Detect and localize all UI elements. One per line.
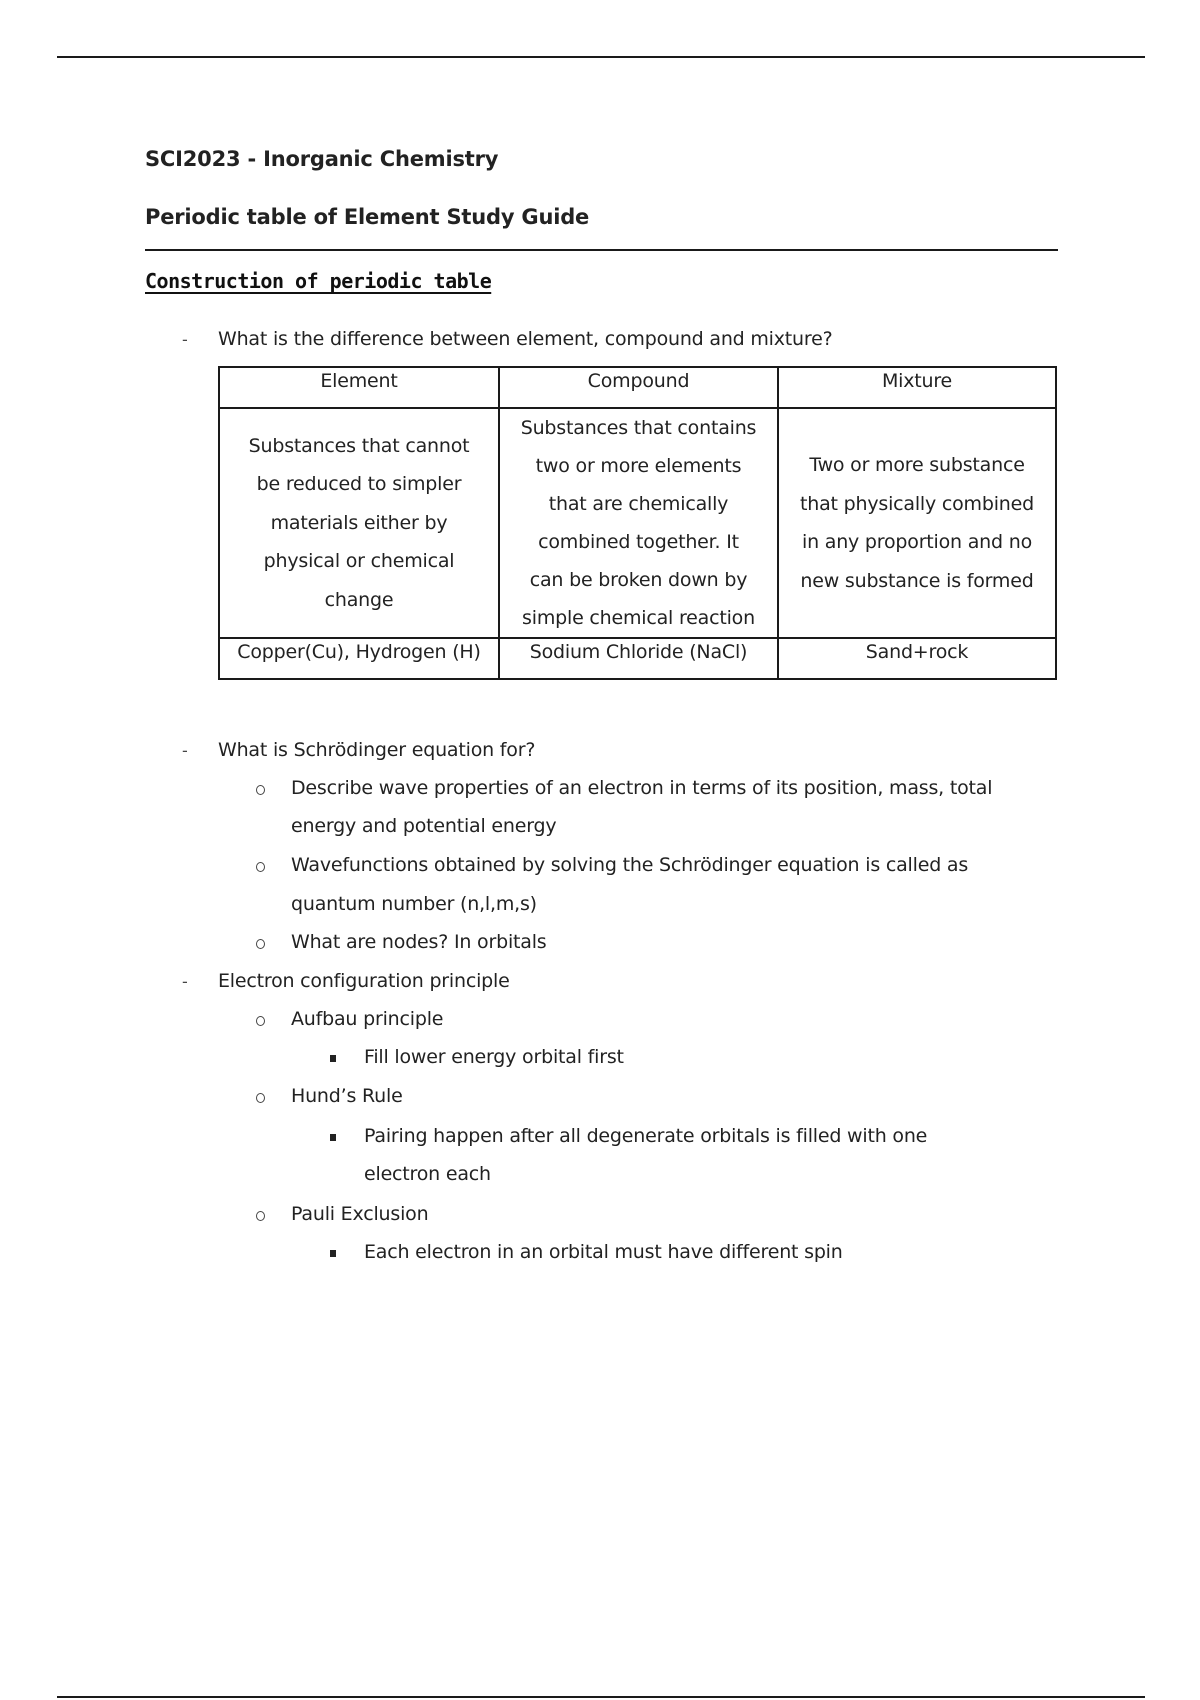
circle-bullet-icon: [256, 785, 265, 795]
dash-bullet: -: [182, 330, 188, 349]
cell-line: change: [324, 588, 394, 611]
cell-line: new substance is formed: [800, 569, 1034, 592]
table-header-row: [219, 367, 1056, 408]
page-top-rule: [57, 56, 1145, 58]
square-bullet-icon: [330, 1055, 336, 1062]
schrodinger-point-1-line-1: Describe wave properties of an electron in terms of its position, mass, total: [291, 777, 993, 799]
cell-line: materials either by: [270, 511, 448, 534]
cell-line: in any proportion and no: [802, 531, 1032, 553]
table-cell-compound-description: [499, 408, 778, 638]
table-header-cell: Compound: [499, 367, 778, 408]
table-cell-element-description: [219, 408, 499, 638]
table-row-examples: [219, 638, 1056, 679]
cell-line: physical or chemical: [263, 550, 455, 573]
schrodinger-point-3: What are nodes? In orbitals: [291, 931, 547, 953]
section-heading: Construction of periodic table: [145, 269, 492, 293]
dash-bullet: -: [182, 741, 188, 760]
cell-line: can be broken down by: [529, 569, 748, 591]
comparison-table: [218, 366, 1057, 680]
question-schrodinger: What is Schrödinger equation for?: [218, 739, 536, 761]
circle-bullet-icon: [256, 939, 265, 949]
cell-line: simple chemical reaction: [522, 607, 755, 629]
cell-line: combined together. It: [538, 531, 739, 553]
course-title: SCI2023 - Inorganic Chemistry: [145, 147, 499, 171]
principle-hund: Hund’s Rule: [291, 1085, 403, 1107]
table-cell-element-example: Copper(Cu), Hydrogen (H): [219, 638, 499, 679]
topic-electron-configuration: Electron configuration principle: [218, 970, 510, 992]
page-bottom-rule: [57, 1696, 1145, 1698]
square-bullet-icon: [330, 1134, 336, 1141]
table-row-description: [219, 408, 1056, 638]
table-cell-compound-example: Sodium Chloride (NaCl): [499, 638, 778, 679]
principle-pauli: Pauli Exclusion: [291, 1203, 429, 1225]
cell-line: that physically combined: [800, 492, 1034, 515]
table-header-cell: Mixture: [778, 367, 1056, 408]
cell-line: Two or more substance: [809, 454, 1025, 476]
square-bullet-icon: [330, 1250, 336, 1257]
circle-bullet-icon: [256, 1211, 265, 1221]
hund-detail-line-1: Pairing happen after all degenerate orbitals is filled with one: [364, 1125, 928, 1147]
document-title: Periodic table of Element Study Guide: [145, 205, 590, 229]
table-cell-mixture-example: Sand+rock: [778, 638, 1056, 679]
principle-aufbau: Aufbau principle: [291, 1008, 444, 1030]
circle-bullet-icon: [256, 1093, 265, 1103]
aufbau-detail: Fill lower energy orbital first: [364, 1046, 624, 1068]
dash-bullet: -: [182, 972, 188, 991]
table-header-cell: Element: [219, 367, 499, 408]
cell-line: Substances that contains: [520, 417, 757, 439]
cell-line: two or more elements: [535, 455, 742, 477]
schrodinger-point-2-line-2: quantum number (n,l,m,s): [291, 893, 537, 915]
cell-line: that are chemically: [548, 493, 729, 515]
question-element-compound-mixture: What is the difference between element, compound and mixture?: [218, 328, 833, 350]
schrodinger-point-2-line-1: Wavefunctions obtained by solving the Schrödinger equation is called as: [291, 854, 969, 876]
pauli-detail: Each electron in an orbital must have different spin: [364, 1241, 843, 1263]
table-cell-mixture-description: [778, 408, 1056, 638]
hund-detail-line-2: electron each: [364, 1163, 491, 1185]
circle-bullet-icon: [256, 862, 265, 872]
cell-line: be reduced to simpler: [256, 473, 462, 496]
cell-line: Substances that cannot: [248, 434, 470, 457]
title-divider: [145, 249, 1058, 251]
circle-bullet-icon: [256, 1016, 265, 1026]
schrodinger-point-1-line-2: energy and potential energy: [291, 815, 557, 837]
